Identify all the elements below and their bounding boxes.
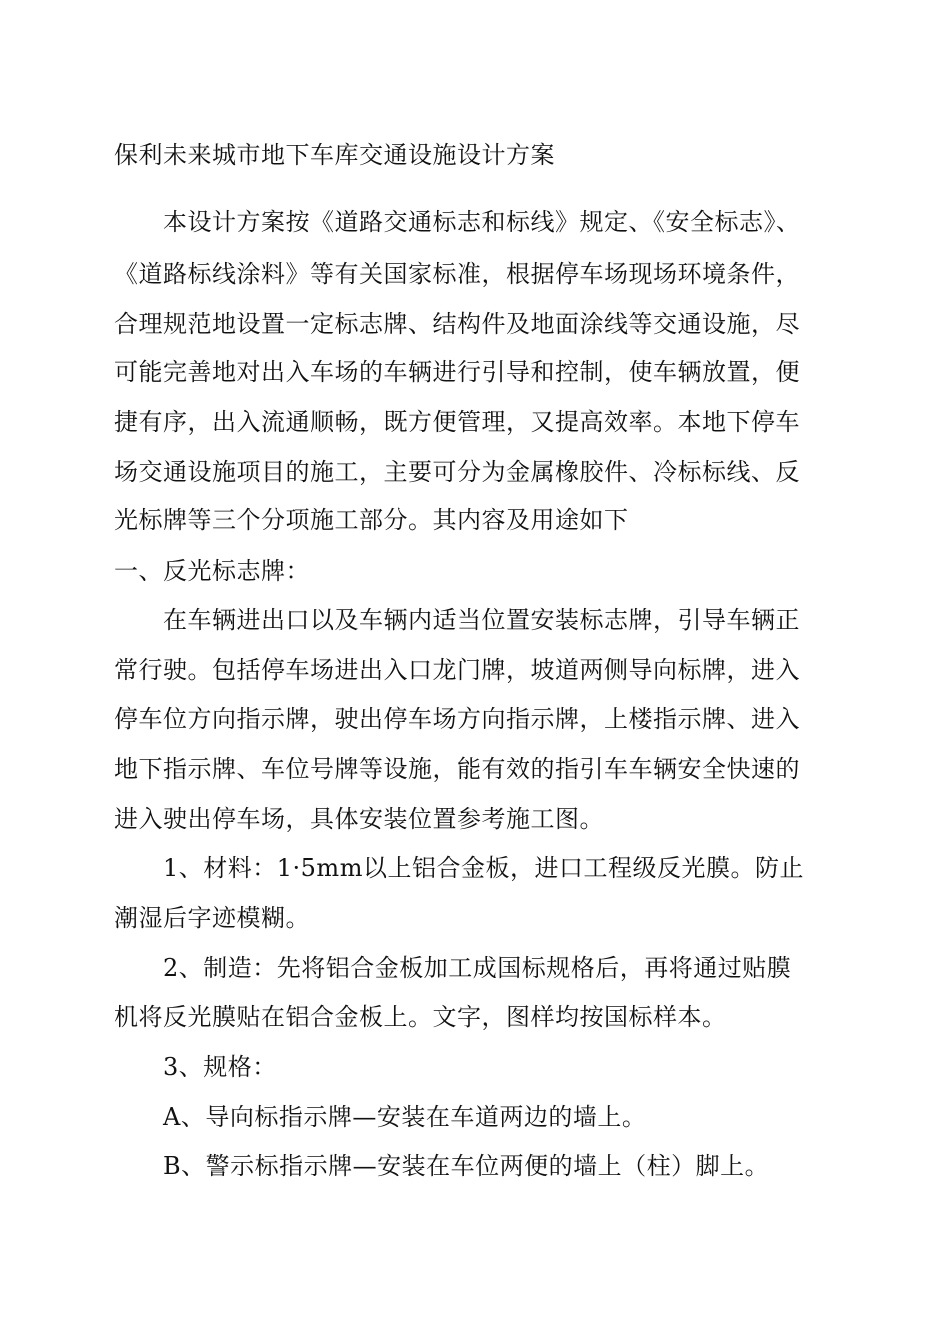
intro-line-4: 可能完善地对出入车场的车辆进行引导和控制，使车辆放置，便 <box>114 358 800 386</box>
item2-line-2: 机将反光膜贴在铝合金板上。文字，图样均按国标样本。 <box>114 1003 727 1031</box>
section1-line-5: 进入驶出停车场，具体安装位置参考施工图。 <box>114 805 604 833</box>
section1-line-1: 在车辆进出口以及车辆内适当位置安装标志牌，引导车辆正 <box>163 606 800 634</box>
intro-line-2: 《道路标线涂料》等有关国家标准，根据停车场现场环境条件， <box>114 260 800 288</box>
section1-heading: 一、反光标志牌： <box>114 557 310 585</box>
section1-line-2: 常行驶。包括停车场进出入口龙门牌，坡道两侧导向标牌，进入 <box>114 656 800 684</box>
intro-line-6: 场交通设施项目的施工，主要可分为金属橡胶件、冷标标线、反 <box>114 458 800 486</box>
section1-line-4: 地下指示牌、车位号牌等设施，能有效的指引车车辆安全快速的 <box>114 755 800 783</box>
item3-heading: 3、规格： <box>163 1053 277 1081</box>
item3-b: B、警示标指示牌—安装在车位两便的墙上（柱）脚上。 <box>163 1152 770 1180</box>
intro-line-5: 捷有序，出入流通顺畅，既方便管理，又提高效率。本地下停车 <box>114 408 800 436</box>
intro-line-3: 合理规范地设置一定标志牌、结构件及地面涂线等交通设施，尽 <box>114 310 800 338</box>
item3-a: A、导向标指示牌—安装在车道两边的墙上。 <box>163 1103 647 1131</box>
intro-line-1: 本设计方案按《道路交通标志和标线》规定、《安全标志》、 <box>163 208 801 236</box>
item2-line-1: 2、制造：先将铝合金板加工成国标规格后，再将通过贴膜 <box>163 954 792 982</box>
item1-line-2: 潮湿后字迹模糊。 <box>114 904 310 932</box>
item1-line-1: 1、材料：1·5mm以上铝合金板，进口工程级反光膜。防止 <box>163 854 804 882</box>
document-title: 保利未来城市地下车库交通设施设计方案 <box>114 141 555 169</box>
intro-line-7: 光标牌等三个分项施工部分。其内容及用途如下 <box>114 506 629 534</box>
section1-line-3: 停车位方向指示牌，驶出停车场方向指示牌，上楼指示牌、进入 <box>114 705 800 733</box>
